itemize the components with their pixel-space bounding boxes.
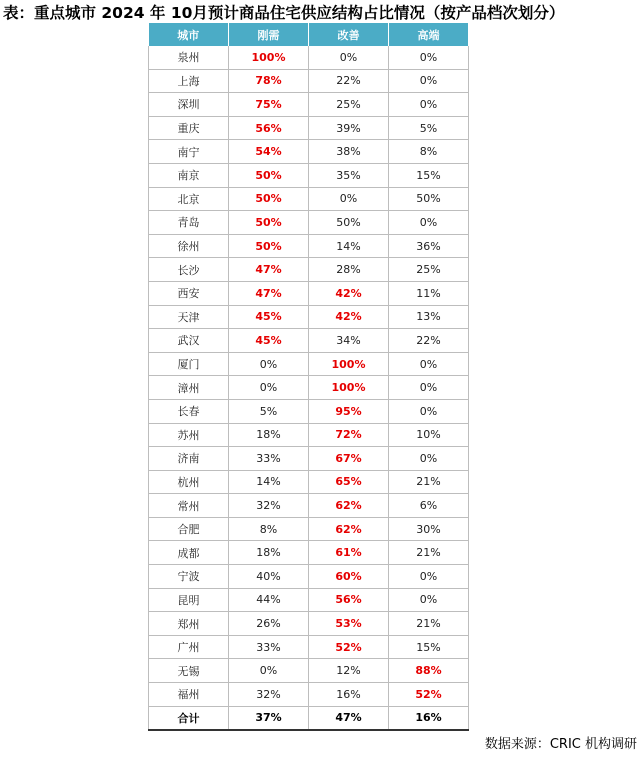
high-end-cell: 5% xyxy=(389,116,469,140)
improvement-cell: 28% xyxy=(309,258,389,282)
rigid-demand-cell: 18% xyxy=(229,423,309,447)
table-row xyxy=(149,234,469,258)
improvement-cell: 25% xyxy=(309,93,389,117)
rigid-demand-cell: 26% xyxy=(229,612,309,636)
high-end-cell: 15% xyxy=(389,163,469,187)
city-cell: 北京 xyxy=(149,187,229,211)
table-row xyxy=(149,612,469,636)
table-row xyxy=(149,588,469,612)
city-cell: 广州 xyxy=(149,635,229,659)
table-row xyxy=(149,69,469,93)
table-row xyxy=(149,565,469,589)
rigid-demand-cell: 54% xyxy=(229,140,309,164)
high-end-cell: 6% xyxy=(389,494,469,518)
rigid-demand-cell: 44% xyxy=(229,588,309,612)
high-end-cell: 8% xyxy=(389,140,469,164)
improvement-cell: 0% xyxy=(309,46,389,69)
rigid-demand-cell: 33% xyxy=(229,447,309,471)
rigid-demand-cell: 18% xyxy=(229,541,309,565)
improvement-cell: 39% xyxy=(309,116,389,140)
rigid-demand-cell: 0% xyxy=(229,376,309,400)
improvement-cell: 100% xyxy=(309,376,389,400)
improvement-cell: 56% xyxy=(309,588,389,612)
city-cell: 郑州 xyxy=(149,612,229,636)
high-end-cell: 15% xyxy=(389,635,469,659)
high-end-cell: 36% xyxy=(389,234,469,258)
data-source-note: 数据来源：CRIC 机构调研 xyxy=(484,737,637,752)
high-end-cell: 0% xyxy=(389,447,469,471)
rigid-demand-cell: 14% xyxy=(229,470,309,494)
improvement-cell: 42% xyxy=(309,281,389,305)
header-rigid-demand: 刚需 xyxy=(229,23,309,46)
rigid-demand-cell: 0% xyxy=(229,659,309,683)
table-body xyxy=(149,46,469,730)
city-cell: 西安 xyxy=(149,281,229,305)
rigid-demand-cell: 5% xyxy=(229,399,309,423)
table-row xyxy=(149,635,469,659)
improvement-cell: 60% xyxy=(309,565,389,589)
city-cell: 长沙 xyxy=(149,258,229,282)
header-improvement: 改善 xyxy=(309,23,389,46)
rigid-demand-cell: 56% xyxy=(229,116,309,140)
city-cell: 苏州 xyxy=(149,423,229,447)
table-row xyxy=(149,423,469,447)
header-city: 城市 xyxy=(149,23,229,46)
high-end-cell: 50% xyxy=(389,187,469,211)
high-end-cell: 0% xyxy=(389,352,469,376)
rigid-demand-cell: 75% xyxy=(229,93,309,117)
high-end-cell: 0% xyxy=(389,211,469,235)
rigid-demand-cell: 47% xyxy=(229,258,309,282)
improvement-cell: 95% xyxy=(309,399,389,423)
rigid-demand-cell: 50% xyxy=(229,163,309,187)
improvement-cell: 22% xyxy=(309,69,389,93)
city-cell: 合肥 xyxy=(149,517,229,541)
improvement-cell: 47% xyxy=(309,706,389,730)
city-cell: 天津 xyxy=(149,305,229,329)
high-end-cell: 0% xyxy=(389,565,469,589)
improvement-cell: 72% xyxy=(309,423,389,447)
high-end-cell: 13% xyxy=(389,305,469,329)
rigid-demand-cell: 100% xyxy=(229,46,309,69)
high-end-cell: 22% xyxy=(389,329,469,353)
table-row xyxy=(149,281,469,305)
high-end-cell: 21% xyxy=(389,612,469,636)
city-cell: 深圳 xyxy=(149,93,229,117)
improvement-cell: 38% xyxy=(309,140,389,164)
rigid-demand-cell: 8% xyxy=(229,517,309,541)
high-end-cell: 30% xyxy=(389,517,469,541)
table-row xyxy=(149,46,469,69)
rigid-demand-cell: 50% xyxy=(229,234,309,258)
improvement-cell: 53% xyxy=(309,612,389,636)
table-row xyxy=(149,541,469,565)
improvement-cell: 42% xyxy=(309,305,389,329)
improvement-cell: 50% xyxy=(309,211,389,235)
header-high-end: 高端 xyxy=(389,23,469,46)
city-cell: 合计 xyxy=(149,706,229,730)
table-row xyxy=(149,163,469,187)
table-row xyxy=(149,376,469,400)
improvement-cell: 0% xyxy=(309,187,389,211)
city-cell: 杭州 xyxy=(149,470,229,494)
rigid-demand-cell: 0% xyxy=(229,352,309,376)
rigid-demand-cell: 33% xyxy=(229,635,309,659)
city-cell: 南宁 xyxy=(149,140,229,164)
rigid-demand-cell: 45% xyxy=(229,305,309,329)
improvement-cell: 52% xyxy=(309,635,389,659)
improvement-cell: 34% xyxy=(309,329,389,353)
improvement-cell: 100% xyxy=(309,352,389,376)
table-row xyxy=(149,683,469,707)
table-row xyxy=(149,116,469,140)
table-row xyxy=(149,447,469,471)
high-end-cell: 0% xyxy=(389,399,469,423)
city-cell: 成都 xyxy=(149,541,229,565)
city-cell: 徐州 xyxy=(149,234,229,258)
city-cell: 长春 xyxy=(149,399,229,423)
city-cell: 南京 xyxy=(149,163,229,187)
high-end-cell: 52% xyxy=(389,683,469,707)
rigid-demand-cell: 45% xyxy=(229,329,309,353)
city-cell: 无锡 xyxy=(149,659,229,683)
table-row xyxy=(149,211,469,235)
total-row xyxy=(149,706,469,730)
high-end-cell: 16% xyxy=(389,706,469,730)
city-cell: 青岛 xyxy=(149,211,229,235)
page-title: 表：重点城市 2024 年 10月预计商品住宅供应结构占比情况（按产品档次划分） xyxy=(3,4,565,22)
table-row xyxy=(149,93,469,117)
city-cell: 重庆 xyxy=(149,116,229,140)
high-end-cell: 25% xyxy=(389,258,469,282)
city-cell: 厦门 xyxy=(149,352,229,376)
rigid-demand-cell: 50% xyxy=(229,211,309,235)
improvement-cell: 35% xyxy=(309,163,389,187)
high-end-cell: 21% xyxy=(389,541,469,565)
high-end-cell: 88% xyxy=(389,659,469,683)
rigid-demand-cell: 50% xyxy=(229,187,309,211)
rigid-demand-cell: 78% xyxy=(229,69,309,93)
high-end-cell: 0% xyxy=(389,46,469,69)
table-row xyxy=(149,258,469,282)
improvement-cell: 61% xyxy=(309,541,389,565)
improvement-cell: 65% xyxy=(309,470,389,494)
improvement-cell: 14% xyxy=(309,234,389,258)
high-end-cell: 0% xyxy=(389,69,469,93)
table-row xyxy=(149,517,469,541)
high-end-cell: 11% xyxy=(389,281,469,305)
improvement-cell: 62% xyxy=(309,517,389,541)
city-cell: 宁波 xyxy=(149,565,229,589)
table-row xyxy=(149,399,469,423)
high-end-cell: 10% xyxy=(389,423,469,447)
city-cell: 泉州 xyxy=(149,46,229,69)
city-cell: 武汉 xyxy=(149,329,229,353)
rigid-demand-cell: 47% xyxy=(229,281,309,305)
table-row xyxy=(149,140,469,164)
city-cell: 常州 xyxy=(149,494,229,518)
table-row xyxy=(149,659,469,683)
table-row xyxy=(149,352,469,376)
high-end-cell: 0% xyxy=(389,376,469,400)
city-cell: 济南 xyxy=(149,447,229,471)
city-cell: 福州 xyxy=(149,683,229,707)
table-row xyxy=(149,305,469,329)
high-end-cell: 21% xyxy=(389,470,469,494)
table-row xyxy=(149,494,469,518)
city-cell: 昆明 xyxy=(149,588,229,612)
improvement-cell: 12% xyxy=(309,659,389,683)
table-row xyxy=(149,329,469,353)
high-end-cell: 0% xyxy=(389,588,469,612)
rigid-demand-cell: 32% xyxy=(229,494,309,518)
city-cell: 上海 xyxy=(149,69,229,93)
rigid-demand-cell: 32% xyxy=(229,683,309,707)
rigid-demand-cell: 40% xyxy=(229,565,309,589)
table-row xyxy=(149,470,469,494)
rigid-demand-cell: 37% xyxy=(229,706,309,730)
improvement-cell: 62% xyxy=(309,494,389,518)
table-header-row xyxy=(149,23,469,46)
city-cell: 漳州 xyxy=(149,376,229,400)
high-end-cell: 0% xyxy=(389,93,469,117)
supply-structure-table xyxy=(148,23,469,731)
table-row xyxy=(149,187,469,211)
improvement-cell: 16% xyxy=(309,683,389,707)
improvement-cell: 67% xyxy=(309,447,389,471)
